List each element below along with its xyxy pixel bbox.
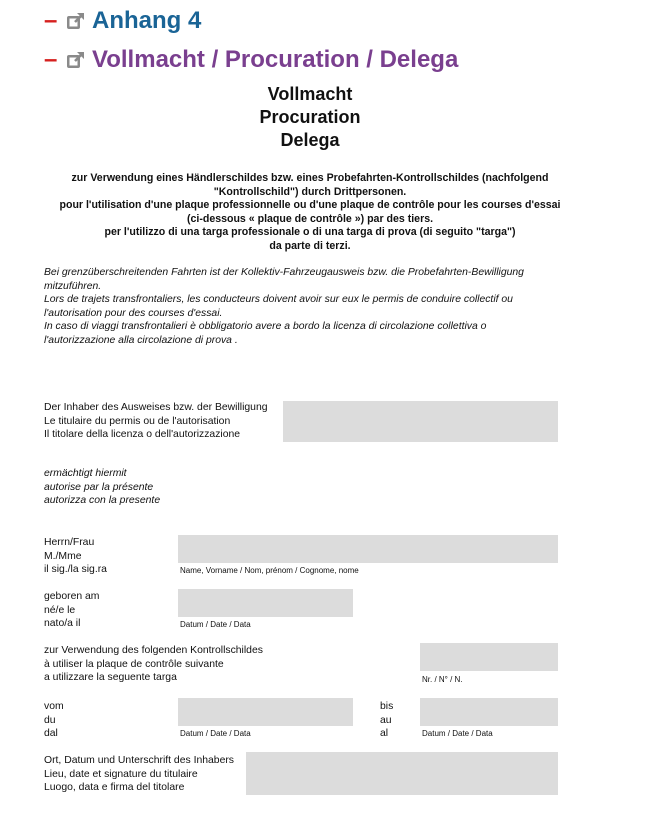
external-link-icon[interactable] <box>66 11 86 31</box>
authorizes-line-fr: autorise par la présente <box>44 481 154 493</box>
authorizes-text <box>44 467 160 508</box>
birthdate-label-de: geboren am <box>44 591 100 602</box>
to-label-it: al <box>380 728 389 740</box>
authorizes-line-it: autorizza con la presente <box>44 495 161 507</box>
power-of-attorney-heading[interactable]: Vollmacht / Procuration / Delega <box>92 46 459 73</box>
birthdate-label <box>44 590 99 631</box>
power-of-attorney-heading-row[interactable] <box>44 43 458 77</box>
appendix-heading-row[interactable] <box>44 4 201 38</box>
collapse-icon[interactable]: – <box>44 46 58 73</box>
from-label-de: vom <box>44 701 64 712</box>
intro-paragraph <box>40 172 580 254</box>
collapse-icon[interactable]: – <box>44 7 58 34</box>
signature-label-it: Luogo, data e firma del titolare <box>44 782 185 794</box>
intro-line: (ci-dessous « plaque de contrôle ») par des tiers. <box>186 212 434 225</box>
plate-label <box>44 644 263 685</box>
from-label-it: dal <box>44 728 58 740</box>
plate-number-field[interactable] <box>420 643 558 671</box>
person-name-field[interactable] <box>178 535 558 563</box>
intro-line: "Kontrollschild") durch Drittpersonen. <box>213 185 407 198</box>
holder-label-de: Der Inhaber des Ausweises bzw. der Bewilligung <box>44 402 268 413</box>
signature-label-fr: Lieu, date et signature du titulaire <box>44 768 198 780</box>
person-label-it: il sig./la sig.ra <box>44 564 107 576</box>
notice-line: In caso di viaggi transfrontalieri è obbligatorio avere a bordo la licenza di circolazione collettiva o <box>44 321 487 333</box>
title-line-fr: Procuration <box>259 107 361 127</box>
title-line-de: Vollmacht <box>267 84 353 104</box>
intro-line: per l'utilizzo di una targa professionale o di una targa di prova (di seguito "targa") <box>104 226 516 239</box>
appendix-heading[interactable]: Anhang 4 <box>92 7 202 34</box>
notice-line: Lors de trajets transfrontaliers, les conducteurs doivent avoir sur eux le permis de conduire collectif ou <box>44 294 513 306</box>
plate-label-it: a utilizzare la seguente targa <box>44 672 177 684</box>
notice-line: l'autorizzazione alla circolazione di prova . <box>44 334 238 346</box>
plate-number-caption: Nr. / N° / N. <box>422 675 463 684</box>
plate-label-fr: à utiliser la plaque de contrôle suivante <box>44 658 224 670</box>
authorizes-line-de: ermächtigt hiermit <box>44 468 127 479</box>
birthdate-field[interactable] <box>178 589 353 617</box>
period-from-caption: Datum / Date / Data <box>180 729 251 738</box>
holder-label-it: Il titolare della licenza o dell'autorizzazione <box>44 429 241 441</box>
holder-field[interactable] <box>283 401 558 442</box>
period-to-label <box>380 700 393 741</box>
holder-label-fr: Le titulaire du permis ou de l'autorisation <box>44 415 231 427</box>
intro-line: zur Verwendung eines Händlerschildes bzw. eines Probefahrten-Kontrollschildes (nachfolgend <box>71 172 549 184</box>
period-to-caption: Datum / Date / Data <box>422 729 493 738</box>
intro-line: pour l'utilisation d'une plaque professionnelle ou d'une plaque de contrôle pour les courses d'essai <box>59 199 561 212</box>
person-label <box>44 536 107 577</box>
period-to-field[interactable] <box>420 698 558 726</box>
person-label-de: Herrn/Frau <box>44 537 95 548</box>
notice-line: mitzuführen. <box>44 280 102 292</box>
external-link-icon[interactable] <box>66 50 86 70</box>
notice-line: l'autorisation pour des courses d'essai. <box>44 307 223 319</box>
person-name-caption: Name, Vorname / Nom, prénom / Cognome, nome <box>180 566 359 575</box>
holder-label <box>44 401 268 442</box>
plate-label-de: zur Verwendung des folgenden Kontrollschildes <box>44 645 263 656</box>
from-label-fr: du <box>44 714 56 726</box>
period-from-field[interactable] <box>178 698 353 726</box>
title-line-it: Delega <box>280 130 340 150</box>
cross-border-notice <box>44 266 564 348</box>
signature-label-de: Ort, Datum und Unterschrift des Inhabers <box>44 755 234 766</box>
birthdate-caption: Datum / Date / Data <box>180 620 251 629</box>
to-label-de: bis <box>380 701 394 712</box>
to-label-fr: au <box>380 714 392 726</box>
person-label-fr: M./Mme <box>44 550 82 562</box>
notice-line: Bei grenzüberschreitenden Fahrten ist der Kollektiv-Fahrzeugausweis bzw. die Probefahrten-Bewilligung <box>44 267 524 278</box>
birthdate-label-it: nato/a il <box>44 618 81 630</box>
intro-line: da parte di terzi. <box>269 239 351 252</box>
period-from-label <box>44 700 64 741</box>
document-title <box>0 83 620 152</box>
birthdate-label-fr: né/e le <box>44 604 76 616</box>
signature-field[interactable] <box>246 752 558 795</box>
signature-label <box>44 754 234 795</box>
